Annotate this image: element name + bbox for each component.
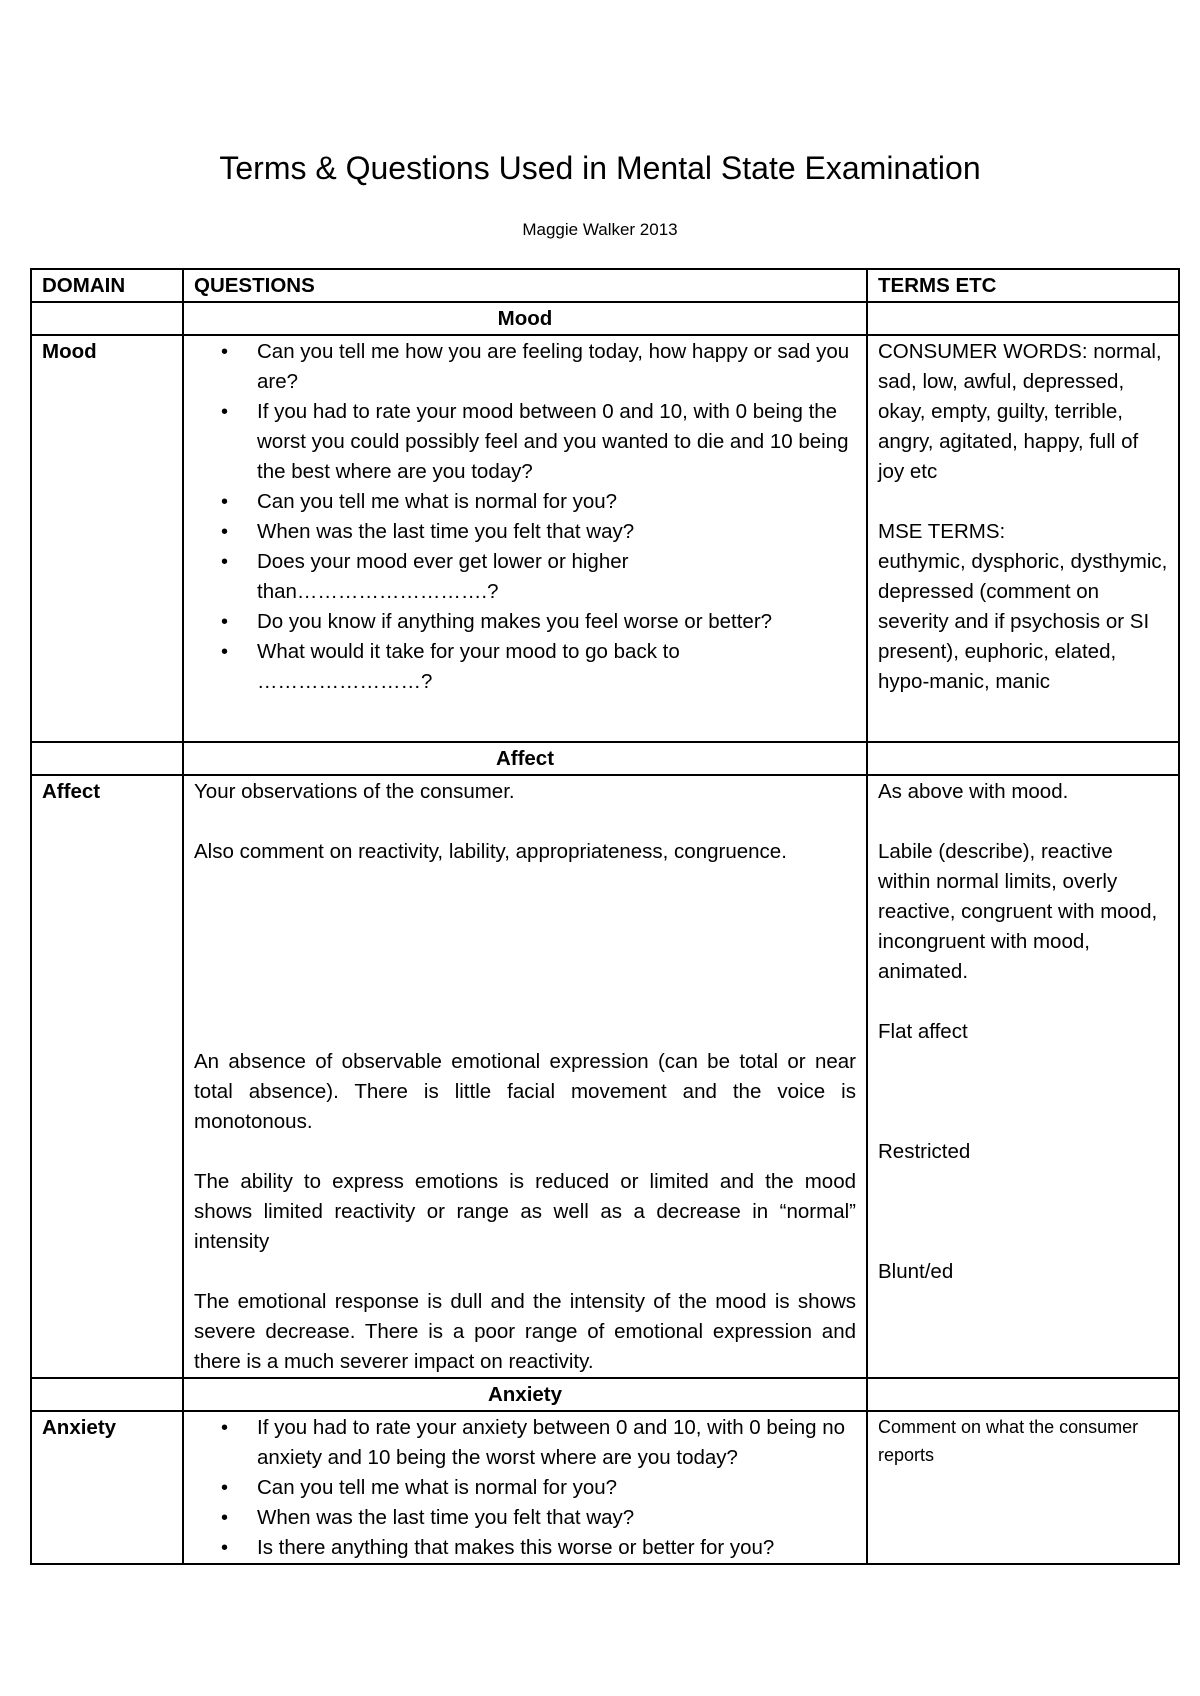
restricted-term: Restricted	[878, 1140, 971, 1163]
blunted-description: The emotional response is dull and the intensity of the mood is shows severe decrease. There is a poor range of emotional expression and there is a much severer impact on reactivity.	[194, 1290, 856, 1373]
flat-affect-description: An absence of observable emotional expression (can be total or near total absence). There is little facial movement and the voice is monotonous.	[194, 1050, 856, 1133]
blunted-term: Blunt/ed	[878, 1260, 954, 1283]
anxiety-question-list	[194, 1413, 856, 1563]
list-item: • If you had to rate your anxiety between 0 and 10, with 0 being no anxiety and 10 being the worst where are you today?	[257, 1413, 856, 1473]
list-item: • Can you tell me what is normal for you?	[257, 1473, 856, 1503]
list-item: • Can you tell me what is normal for you?	[257, 487, 856, 517]
restricted-description: The ability to express emotions is reduced or limited and the mood shows limited reactivity or range as well as a decrease in “normal” intensity	[194, 1170, 856, 1253]
list-item: • When was the last time you felt that way?	[257, 1503, 856, 1533]
list-item: • Can you tell me how you are feeling today, how happy or sad you are?	[257, 337, 856, 397]
flat-affect-term: Flat affect	[878, 1020, 968, 1043]
mood-question-list	[194, 337, 856, 697]
questions-affect	[183, 775, 867, 1378]
table-row-mood	[31, 335, 1179, 742]
section-title-anxiety: Anxiety	[183, 1378, 867, 1411]
affect-comment: Also comment on reactivity, lability, appropriateness, congruence.	[194, 840, 787, 863]
mse-table	[30, 268, 1180, 1565]
consumer-words: CONSUMER WORDS: normal, sad, low, awful, depressed, okay, empty, guilty, terrible, angry, agitated, happy, full of joy etc	[878, 340, 1162, 483]
affect-observations: Your observations of the consumer.	[194, 780, 515, 803]
header-domain: DOMAIN	[31, 269, 183, 302]
section-row-affect	[31, 742, 1179, 775]
terms-anxiety: Comment on what the consumer reports	[867, 1411, 1179, 1564]
terms-mood	[867, 335, 1179, 742]
header-terms: TERMS ETC	[867, 269, 1179, 302]
list-item: • If you had to rate your mood between 0 and 10, with 0 being the worst you could possibly feel and you wanted to die and 10 being the best where are you today?	[257, 397, 856, 487]
section-row-anxiety	[31, 1378, 1179, 1411]
document-author: Maggie Walker 2013	[522, 220, 678, 239]
domain-affect: Affect	[31, 775, 183, 1378]
list-item: • Is there anything that makes this worse or better for you?	[257, 1533, 856, 1563]
section-title-mood: Mood	[183, 302, 867, 335]
mse-terms: euthymic, dysphoric, dysthymic, depressed (comment on severity and if psychosis or SI present), euphoric, elated, hypo-manic, manic	[878, 550, 1168, 693]
mse-terms-heading: MSE TERMS:	[878, 520, 1006, 543]
affect-terms-above: As above with mood.	[878, 780, 1069, 803]
domain-mood: Mood	[31, 335, 183, 742]
questions-mood	[183, 335, 867, 742]
domain-anxiety: Anxiety	[31, 1411, 183, 1564]
list-item: • Does your mood ever get lower or higher than……………………….?	[257, 547, 856, 607]
list-item: • Do you know if anything makes you feel worse or better?	[257, 607, 856, 637]
table-header-row	[31, 269, 1179, 302]
table-row-anxiety	[31, 1411, 1179, 1564]
questions-anxiety	[183, 1411, 867, 1564]
list-item: • What would it take for your mood to go back to ……………………?	[257, 637, 856, 697]
list-item: • When was the last time you felt that way?	[257, 517, 856, 547]
header-questions: QUESTIONS	[183, 269, 867, 302]
section-row-mood	[31, 302, 1179, 335]
section-title-affect: Affect	[183, 742, 867, 775]
terms-affect	[867, 775, 1179, 1378]
table-row-affect	[31, 775, 1179, 1378]
affect-terms-labile: Labile (describe), reactive within normal limits, overly reactive, congruent with mood, incongruent with mood, animated.	[878, 840, 1158, 983]
document-title: Terms & Questions Used in Mental State Examination	[219, 150, 981, 186]
